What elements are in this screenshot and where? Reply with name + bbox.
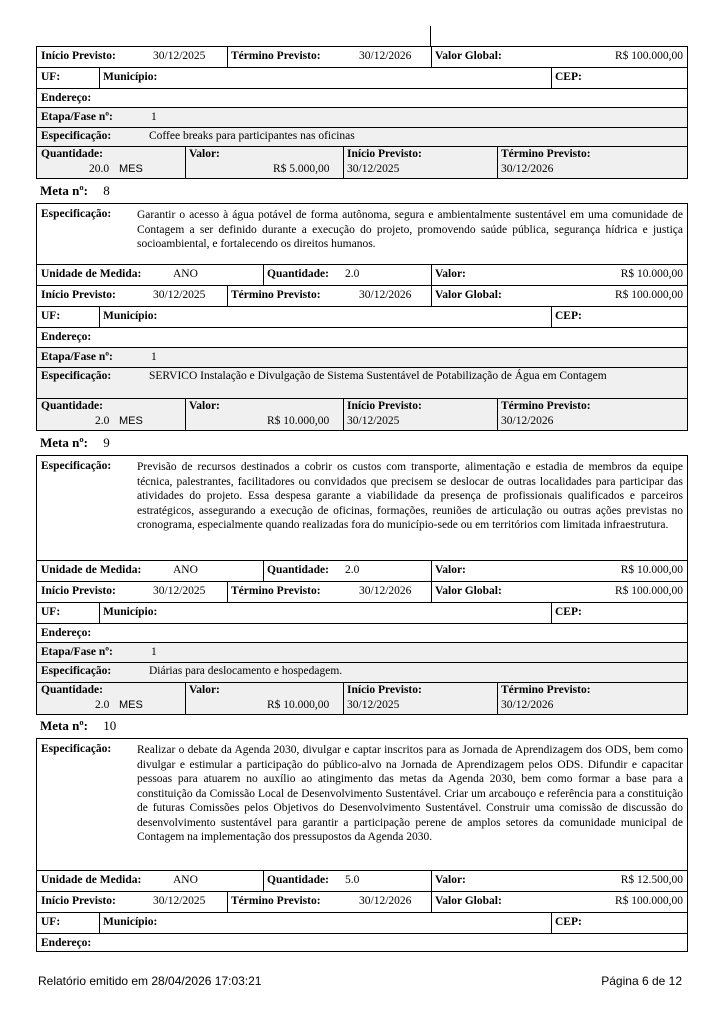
etapa-block <box>36 642 688 715</box>
meta-numero: 8 <box>103 183 110 198</box>
label: Valor Global: <box>435 50 502 62</box>
unidade-medida: ANO <box>173 874 198 886</box>
label: Especificação: <box>41 208 112 220</box>
label: Valor: <box>189 400 220 412</box>
valor: R$ 10.000,00 <box>620 564 683 576</box>
etapa-inicio: 30/12/2025 <box>347 163 400 175</box>
label: Meta nº: <box>40 183 88 198</box>
etapa-termino: 30/12/2026 <box>501 415 554 427</box>
etapa-valor: R$ 5.000,00 <box>273 163 330 175</box>
label: CEP: <box>555 310 582 322</box>
termino-previsto: 30/12/2026 <box>359 50 412 62</box>
uf-row <box>36 306 688 328</box>
label: Quantidade: <box>41 148 103 160</box>
label: Etapa/Fase nº: <box>41 351 113 363</box>
label: Especificação: <box>41 460 112 472</box>
label: Valor: <box>435 564 466 576</box>
meta-unidade-row <box>36 264 688 286</box>
etapa-numero: 1 <box>151 646 157 658</box>
etapa-quantidade: 2.0 <box>95 699 110 711</box>
dates-row <box>36 581 688 603</box>
meta-especificacao: Garantir o acesso à água potável de forma autônoma, segura e ambientalmente sustentável em uma comunidade de Contagem a ser definido durante a execução do projeto, promovendo saúde pública, segurança hídrica e justiça socioambiental, e fortalecendo os direitos humanos. <box>137 209 683 250</box>
valor-global: R$ 100.000,00 <box>614 289 683 301</box>
etapa-valor: R$ 10.000,00 <box>267 415 330 427</box>
label: Unidade de Medida: <box>41 268 142 280</box>
divider <box>430 26 431 46</box>
label: Endereço: <box>41 92 92 104</box>
dates-row <box>36 46 688 68</box>
termino-previsto: 30/12/2026 <box>359 585 412 597</box>
label: Término Previsto: <box>501 148 591 160</box>
termino-previsto: 30/12/2026 <box>359 289 412 301</box>
label: Unidade de Medida: <box>41 874 142 886</box>
meta-numero: 9 <box>103 435 110 450</box>
meta-heading <box>40 183 110 199</box>
label: Endereço: <box>41 937 92 949</box>
label: Término Previsto: <box>231 50 321 62</box>
label: Valor Global: <box>435 585 502 597</box>
label: Término Previsto: <box>231 289 321 301</box>
label: Término Previsto: <box>231 895 321 907</box>
inicio-previsto: 30/12/2025 <box>153 895 206 907</box>
etapa-numero: 1 <box>151 351 157 363</box>
label: Endereço: <box>41 331 92 343</box>
valor-global: R$ 100.000,00 <box>614 585 683 597</box>
dates-row <box>36 285 688 307</box>
label: Município: <box>103 606 158 618</box>
endereco-row <box>36 934 688 952</box>
label: Município: <box>103 916 158 928</box>
inicio-previsto: 30/12/2025 <box>153 585 206 597</box>
etapa-block <box>36 347 688 431</box>
label: Início Previsto: <box>347 148 422 160</box>
meta-unidade-row <box>36 560 688 582</box>
etapa-termino: 30/12/2026 <box>501 699 554 711</box>
label: Quantidade: <box>41 400 103 412</box>
label: Meta nº: <box>40 435 88 450</box>
dates-row <box>36 891 688 913</box>
quantidade: 2.0 <box>345 268 360 280</box>
termino-previsto: 30/12/2026 <box>359 895 412 907</box>
quantidade: 2.0 <box>345 564 360 576</box>
uf-row <box>36 67 688 89</box>
label: Início Previsto: <box>41 289 116 301</box>
valor: R$ 12.500,00 <box>620 874 683 886</box>
etapa-block <box>36 107 688 179</box>
etapa-valor: R$ 10.000,00 <box>267 699 330 711</box>
label: Valor: <box>189 148 220 160</box>
etapa-numero: 1 <box>151 111 157 123</box>
meta-heading <box>40 435 110 451</box>
uf-row <box>36 912 688 934</box>
report-emitted: Relatório emitido em 28/04/2026 17:03:21 <box>38 974 262 988</box>
label: Término Previsto: <box>231 585 321 597</box>
label: Início Previsto: <box>347 684 422 696</box>
label: CEP: <box>555 606 582 618</box>
uf-row <box>36 602 688 624</box>
label: CEP: <box>555 916 582 928</box>
valor-global: R$ 100.000,00 <box>614 50 683 62</box>
etapa-unidade: MES <box>119 163 143 175</box>
meta-especificacao-box <box>36 455 688 561</box>
label: Valor: <box>189 684 220 696</box>
inicio-previsto: 30/12/2025 <box>153 50 206 62</box>
label: UF: <box>41 606 61 618</box>
meta-heading <box>40 718 116 734</box>
label: Especificação: <box>41 743 112 755</box>
etapa-especificacao: Diárias para deslocamento e hospedagem. <box>149 665 343 677</box>
etapa-quantidade: 2.0 <box>95 415 110 427</box>
endereco-row <box>36 89 688 107</box>
label: Início Previsto: <box>41 585 116 597</box>
label: UF: <box>41 310 61 322</box>
label: CEP: <box>555 71 582 83</box>
endereco-row <box>36 328 688 347</box>
label: Valor: <box>435 268 466 280</box>
label: Quantidade: <box>267 268 329 280</box>
label: Término Previsto: <box>501 400 591 412</box>
etapa-inicio: 30/12/2025 <box>347 699 400 711</box>
quantidade: 5.0 <box>345 874 360 886</box>
label: Valor Global: <box>435 289 502 301</box>
label: Especificação: <box>41 370 112 382</box>
meta-numero: 10 <box>103 718 117 733</box>
label: Quantidade: <box>267 874 329 886</box>
label: Início Previsto: <box>41 50 116 62</box>
page-number: Página 6 de 12 <box>601 974 682 988</box>
meta-especificacao: Previsão de recursos destinados a cobrir os custos com transporte, alimentação e estadia de membros da equipe técnica, palestrantes, facilitadores ou convidados que precisem se deslocar de outras localidades para participar das atividades do projeto. Essa despesa garante a viabilidade da presença de profissionais qualificados e parceiros estratégicos, assegurando a execução de oficinas, formações, reuniões de articulação ou outras ações previstas no cronograma, especialmente quando realizadas fora do município-sede ou em territórios com limitada infraestrutura. <box>137 461 683 531</box>
label: UF: <box>41 916 61 928</box>
etapa-especificacao: Coffee breaks para participantes nas oficinas <box>149 130 355 142</box>
label: Município: <box>103 71 158 83</box>
label: Município: <box>103 310 158 322</box>
label: Início Previsto: <box>41 895 116 907</box>
etapa-unidade: MES <box>119 415 143 427</box>
meta-especificacao-box <box>36 738 688 871</box>
meta-unidade-row <box>36 870 688 892</box>
label: Início Previsto: <box>347 400 422 412</box>
valor: R$ 10.000,00 <box>620 268 683 280</box>
label: Quantidade: <box>41 684 103 696</box>
etapa-especificacao: SERVICO Instalação e Divulgação de Sistema Sustentável de Potabilização de Água em Contagem <box>149 370 607 382</box>
etapa-termino: 30/12/2026 <box>501 163 554 175</box>
etapa-inicio: 30/12/2025 <box>347 415 400 427</box>
unidade-medida: ANO <box>173 564 198 576</box>
valor-global: R$ 100.000,00 <box>614 895 683 907</box>
label: Valor: <box>435 874 466 886</box>
label: Endereço: <box>41 627 92 639</box>
label: Unidade de Medida: <box>41 564 142 576</box>
label: Etapa/Fase nº: <box>41 111 113 123</box>
label: Especificação: <box>41 665 112 677</box>
label: Etapa/Fase nº: <box>41 646 113 658</box>
endereco-row <box>36 624 688 642</box>
label: Quantidade: <box>267 564 329 576</box>
inicio-previsto: 30/12/2025 <box>153 289 206 301</box>
unidade-medida: ANO <box>173 268 198 280</box>
meta-especificacao: Realizar o debate da Agenda 2030, divulgar e captar inscritos para as Jornada de Aprendizagem dos ODS, bem como divulgar e estimular a participação do público-alvo na Jornada de Aprendizagem pelos ODS. Difundir e capacitar pessoas para atuarem no auxílio ao atingimento das metas da Agenda 2030, bem como formar a base para a constituição da Comissão Local de Desenvolvimento Sustentável. Criar um arcabouço e referência para a constituição de futuras Comissões pelos Objetivos do Desenvolvimento Sustentável. Construir uma comissão de discussão do desenvolvimento sustentável para garantir a participação perene de amplos setores da comunidade municipal de Contagem na implementação dos pressupostos da Agenda 2030. <box>137 744 683 843</box>
label: Especificação: <box>41 130 112 142</box>
meta-especificacao-box <box>36 203 688 265</box>
label: Valor Global: <box>435 895 502 907</box>
label: Término Previsto: <box>501 684 591 696</box>
label: UF: <box>41 71 61 83</box>
etapa-unidade: MES <box>119 699 143 711</box>
etapa-quantidade: 20.0 <box>89 163 110 175</box>
label: Meta nº: <box>40 718 88 733</box>
